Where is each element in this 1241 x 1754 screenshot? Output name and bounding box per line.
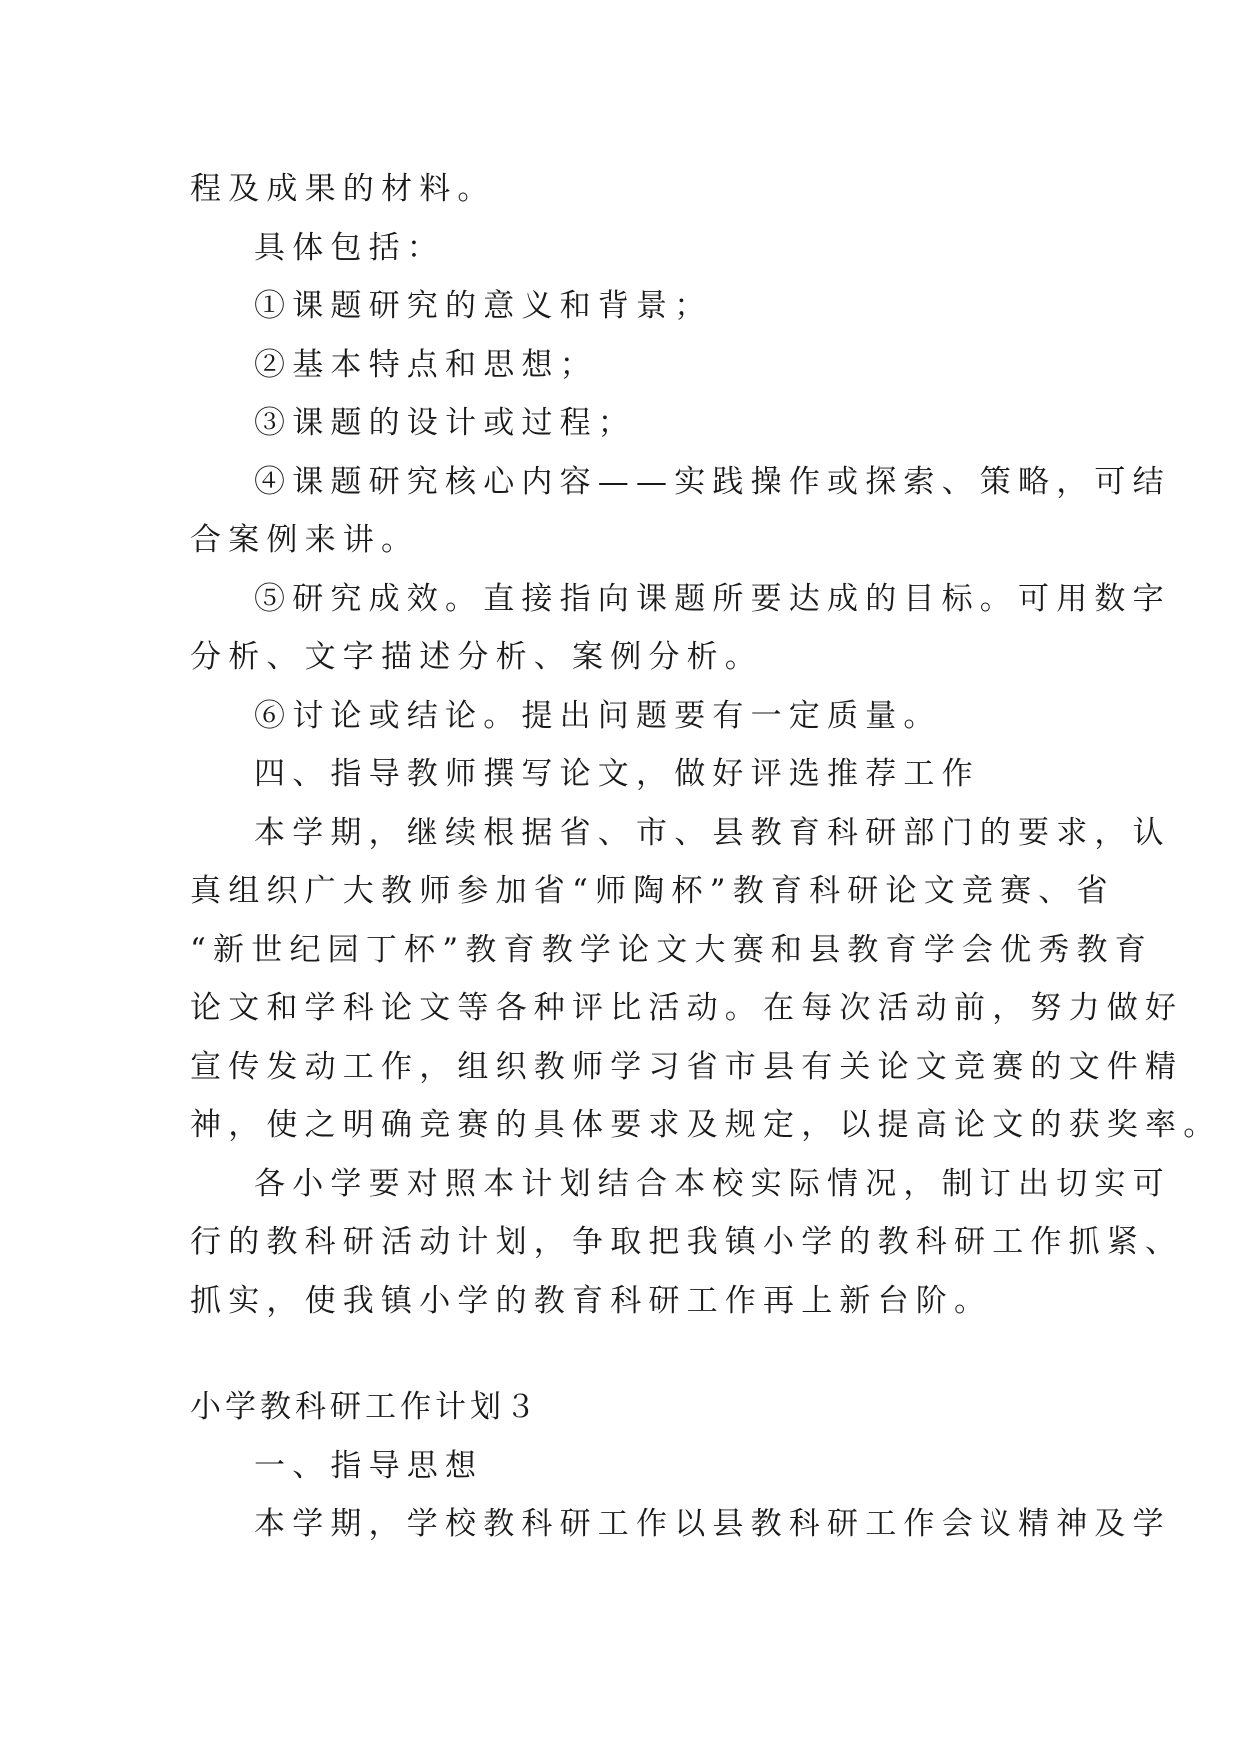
- section-title: 小学教科研工作计划３: [190, 1389, 540, 1425]
- text-line: ⑤研究成效。直接指向课题所要达成的目标。可用数字: [254, 580, 1171, 617]
- text-line: ④课题研究核心内容——实践操作或探索、策略，可结: [254, 463, 1171, 500]
- text-line: 行的教科研活动计划，争取把我镇小学的教科研工作抓紧、: [190, 1224, 1184, 1260]
- text-line: 四、指导教师撰写论文，做好评选推荐工作: [254, 756, 980, 792]
- text-line: 一、指导思想: [254, 1447, 484, 1484]
- text-line: “新世纪园丁杯”教育教学论文大赛和县教育学会优秀教育: [190, 931, 1153, 968]
- text-line: 神，使之明确竞赛的具体要求及规定，以提高论文的获奖率。: [190, 1107, 1222, 1143]
- section-3-text: [190, 1437, 1171, 1554]
- text-line: 抓实，使我镇小学的教育科研工作再上新台阶。: [190, 1282, 993, 1319]
- document-body: [190, 160, 1222, 1554]
- text-line: 程及成果的材料。: [190, 171, 496, 207]
- text-line: 论文和学科论文等各种评比活动。在每次活动前，努力做好: [190, 990, 1184, 1026]
- text-line: 合案例来讲。: [190, 522, 420, 558]
- text-line: 分析、文字描述分析、案例分析。: [190, 639, 763, 675]
- section-gap: [190, 1330, 1070, 1378]
- text-line: 具体包括：: [254, 229, 445, 266]
- text-line: 本学期，学校教科研工作以县教科研工作会议精神及学: [254, 1506, 1171, 1542]
- text-line: ②基本特点和思想；: [254, 346, 598, 383]
- text-line: 本学期，继续根据省、市、县教育科研部门的要求，认: [254, 814, 1171, 851]
- text-line: ⑥讨论或结论。提出问题要有一定质量。: [254, 697, 942, 734]
- text-line: 各小学要对照本计划结合本校实际情况，制订出切实可: [254, 1165, 1171, 1202]
- text-line: 宣传发动工作，组织教师学习省市县有关论文竞赛的文件精: [190, 1048, 1184, 1085]
- section-continued-text: [190, 160, 1222, 1330]
- text-line: ③课题的设计或过程；: [254, 405, 636, 441]
- text-line: 真组织广大教师参加省“师陶杯”教育科研论文竞赛、省: [190, 873, 1115, 909]
- text-line: ①课题研究的意义和背景；: [254, 288, 713, 324]
